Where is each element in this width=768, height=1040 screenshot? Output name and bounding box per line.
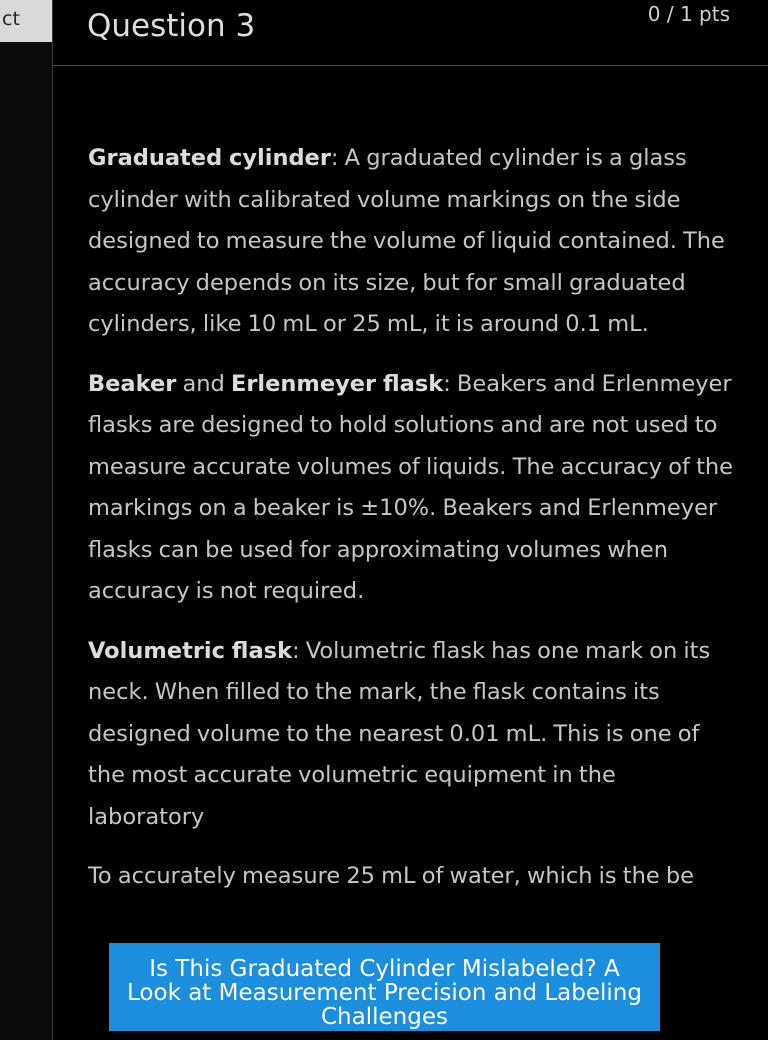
paragraph-text: : Volumetric flask has one mark on its neck. When filled to the mark, the flask contains its designed volume to the nearest 0.01 mL. This is one of the most accurate volumetric equipment in the laboratory [88,637,711,830]
question-header [53,0,768,66]
term-graduated-cylinder: Graduated cylinder [88,145,331,171]
paragraph-graduated-cylinder [88,138,738,346]
term-volumetric-flask: Volumetric flask [88,637,293,664]
paragraph-text: : A graduated cylinder is a glass cylinder with calibrated volume markings on the side designed to measure the volume of liquid contained. The accuracy depends on its size, but for small graduated cylinders, like 10 mL or 25 mL, it is around 0.1 mL. [88,145,725,337]
paragraph-measure-water [88,856,738,898]
incorrect-tab-label: ct [2,8,20,30]
paragraph-volumetric-flask [88,631,738,839]
left-sidebar-edge [0,0,52,1040]
question-body [88,138,738,916]
term-erlenmeyer-flask: Erlenmeyer flask [230,370,444,397]
caption-banner [109,943,660,1031]
incorrect-answer-tab [0,0,58,42]
question-points: 0 / 1 pts [647,2,730,26]
paragraph-text: To accurately measure 25 mL of water, which is the be [88,863,694,889]
term-beaker: Beaker [88,370,177,397]
question-panel [52,0,768,1040]
caption-text: Is This Graduated Cylinder Mislabeled? A Look at Measurement Precision and Labeling Challenges [127,956,642,1030]
paragraph-conjunction: and [176,370,231,397]
question-title: Question 3 [87,8,256,44]
paragraph-beaker-erlenmeyer [88,364,738,613]
paragraph-text: : Beakers and Erlenmeyer flasks are designed to hold solutions and are not used to measure accurate volumes of liquids. The accuracy of the markings on a beaker is ±10%. Beakers and Erlenmeyer flasks can be used for approximating volumes when accuracy is not required. [88,370,734,604]
